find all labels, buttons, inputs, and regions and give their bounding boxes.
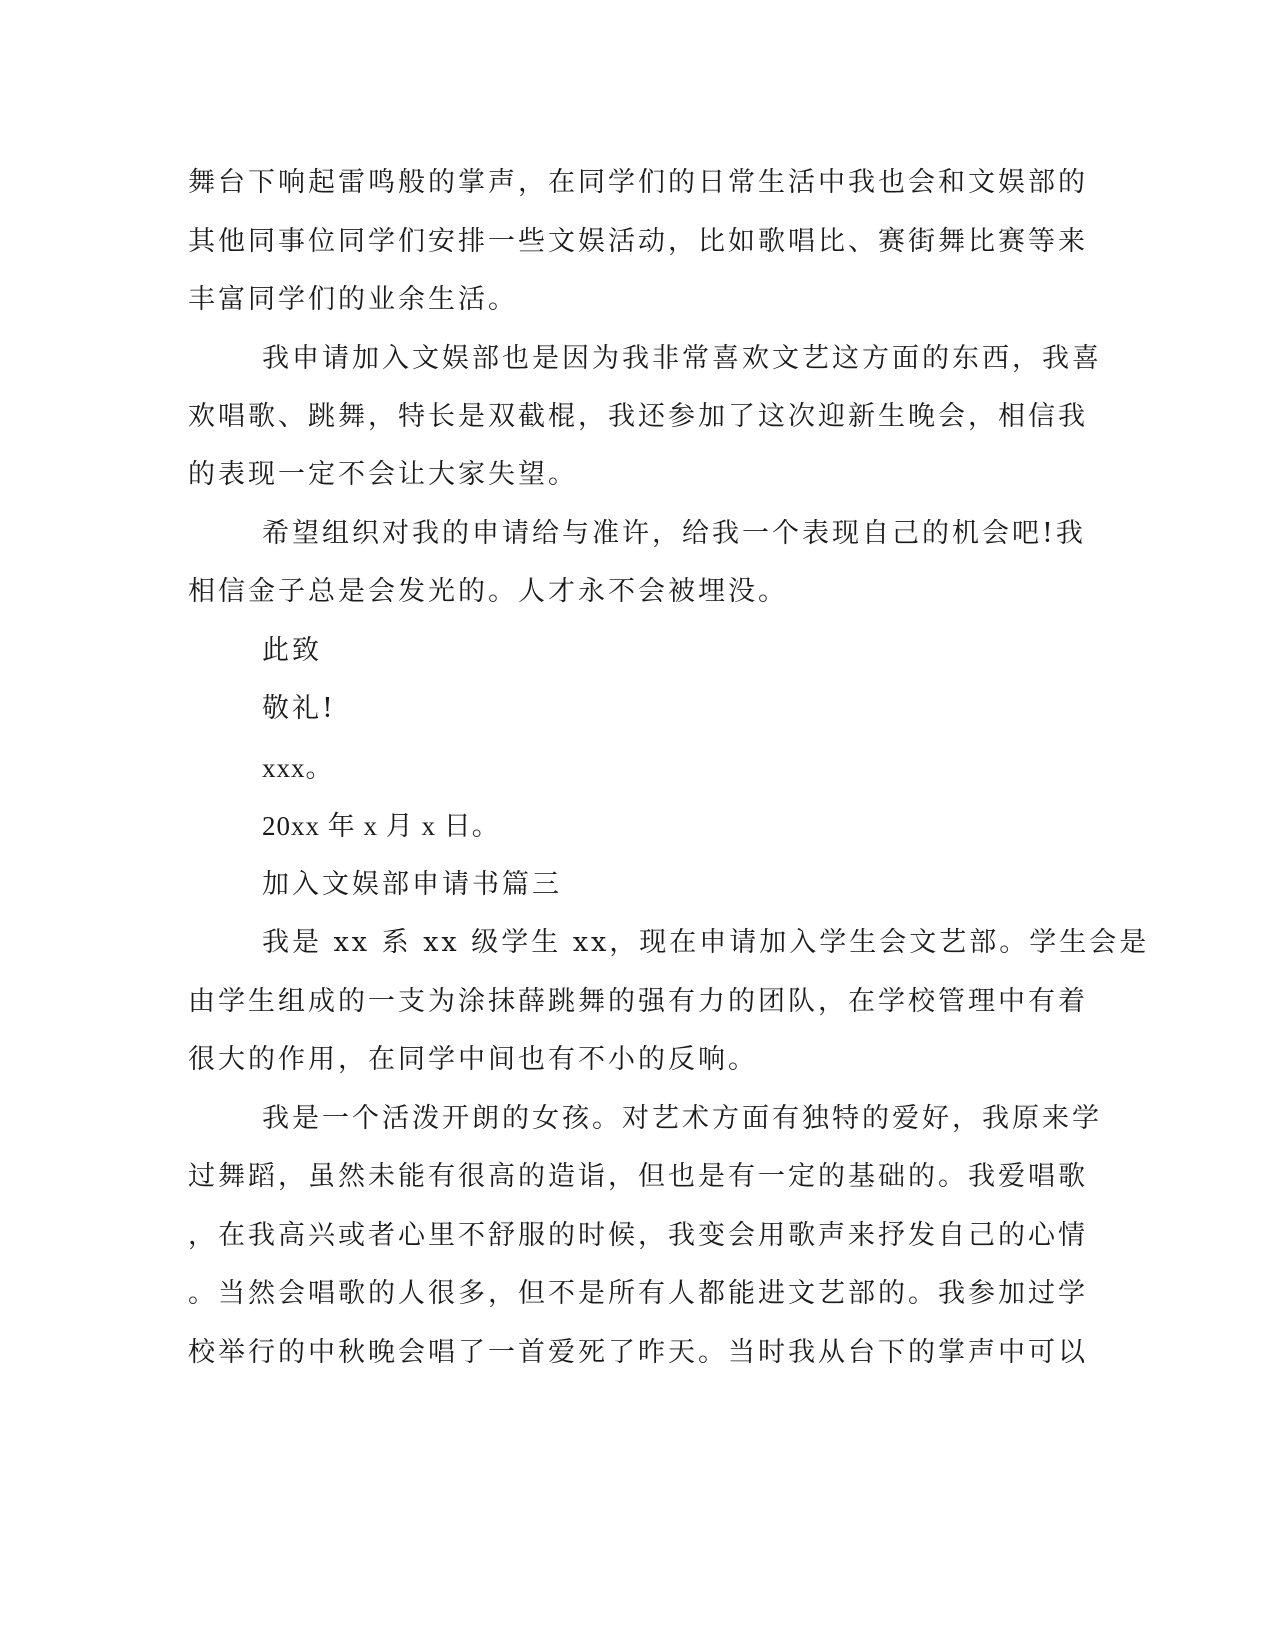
- closing-salutation: 此致: [262, 635, 322, 666]
- signature-date: 20xx 年 x 月 x 日。: [262, 811, 500, 841]
- text-line: 。当然会唱歌的人很多，但不是所有人都能进文艺部的。我参加过学: [188, 1278, 1088, 1309]
- signature-name: xxx。: [262, 753, 334, 783]
- paragraph-first-line: 我是 xx 系 xx 级学生 xx，现在申请加入学生会文艺部。学生会是: [262, 927, 1150, 958]
- section-heading: 加入文娱部申请书篇三: [262, 869, 562, 900]
- text-line: 的表现一定不会让大家失望。: [188, 459, 578, 490]
- paragraph-first-line: 我申请加入文娱部也是因为我非常喜欢文艺这方面的东西，我喜: [262, 343, 1102, 374]
- text-line: 相信金子总是会发光的。人才永不会被埋没。: [188, 576, 788, 607]
- text-line: 很大的作用，在同学中间也有不小的反响。: [188, 1044, 758, 1075]
- text-line: 过舞蹈，虽然未能有很高的造诣，但也是有一定的基础的。我爱唱歌: [188, 1161, 1088, 1192]
- text-line: 校举行的中秋晚会唱了一首爱死了昨天。当时我从台下的掌声中可以: [188, 1337, 1088, 1368]
- paragraph-first-line: 希望组织对我的申请给与准许，给我一个表现自己的机会吧!我: [262, 518, 1086, 549]
- text-line: 丰富同学们的业余生活。: [188, 284, 518, 315]
- text-line: 欢唱歌、跳舞，特长是双截棍，我还参加了这次迎新生晚会，相信我: [188, 401, 1088, 432]
- text-line: ，在我高兴或者心里不舒服的时候，我变会用歌声来抒发自己的心情: [188, 1220, 1088, 1251]
- text-line: 其他同事位同学们安排一些文娱活动，比如歌唱比、赛街舞比赛等来: [188, 226, 1088, 257]
- text-line: 舞台下响起雷鸣般的掌声，在同学们的日常生活中我也会和文娱部的: [188, 167, 1088, 198]
- paragraph-first-line: 我是一个活泼开朗的女孩。对艺术方面有独特的爱好，我原来学: [262, 1103, 1102, 1134]
- text-line: 由学生组成的一支为涂抹薛跳舞的强有力的团队，在学校管理中有着: [188, 986, 1088, 1017]
- closing-regards: 敬礼!: [262, 693, 336, 724]
